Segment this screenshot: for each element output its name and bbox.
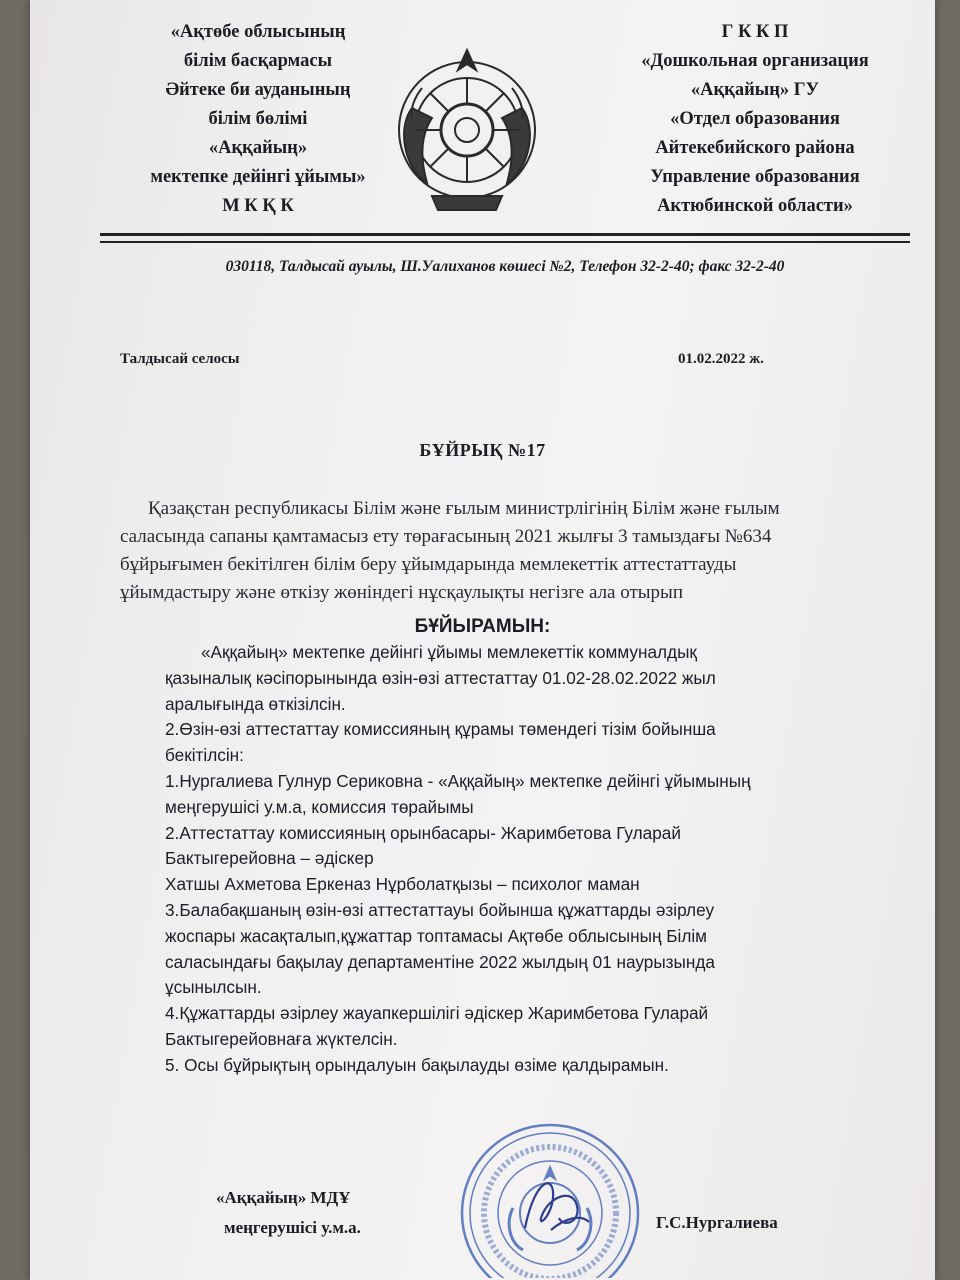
- preamble-line: бұйрығымен бекітілген білім беру ұйымдарында мемлекеттік аттестаттауды: [120, 554, 737, 575]
- document-title: БҰЙРЫҚ №17: [419, 440, 546, 460]
- header-left-line: мектепке дейінгі ұйымы»: [150, 167, 366, 187]
- document-sheet: [30, 0, 935, 1280]
- address-line: 030118, Талдысай ауылы, Ш.Уалиханов көшесі №2, Телефон 32-2-40; факс 32-2-40: [225, 258, 785, 275]
- kazakhstan-emblem-icon: [392, 18, 542, 223]
- header-right-line: «Отдел образования: [670, 109, 840, 129]
- header-kazakh-block: [108, 18, 408, 221]
- body-line: «Аққайың» мектепке дейінгі ұйымы мемлекеттік коммуналдық: [201, 642, 697, 662]
- document-date: 01.02.2022 ж.: [678, 351, 764, 367]
- header-divider-thin: [100, 241, 910, 243]
- body-line: саласындағы бақылау департаментіне 2022 жылдың 01 наурызында: [165, 951, 715, 972]
- signatory-position: [180, 1183, 440, 1243]
- header-left-line: «Ақтөбе облысының: [170, 22, 346, 42]
- header-right-line: Айтекебийского района: [655, 138, 855, 158]
- header-left-line: білім басқармасы: [183, 51, 333, 71]
- body-line: ұсынылсын.: [165, 977, 262, 998]
- body-line: қазыналық кәсіпорынында өзін-өзі аттестаттау 01.02-28.02.2022 жыл: [165, 667, 716, 688]
- body-line: 2.Аттестаттау комиссияның орынбасары- Жаримбетова Гуларай: [165, 822, 681, 843]
- body-line: Бактыгерейовнаға жүктелсін.: [165, 1028, 398, 1049]
- body-line: бекітілсін:: [165, 745, 244, 766]
- signatory-title: меңгерушісі у.м.а.: [224, 1218, 361, 1237]
- body-line: 1.Нургалиева Гулнур Сериковна - «Аққайың» мектепке дейінгі ұйымының: [165, 770, 751, 791]
- signatory-name: Г.С.Нургалиева: [656, 1213, 778, 1232]
- body-line: жоспары жасақталып,құжаттар топтамасы Ақтөбе облысының Білім: [165, 925, 707, 946]
- preamble-line: саласында сапаны қамтамасыз ету төрағасының 2021 жылғы 3 тамыздағы №634: [120, 526, 772, 547]
- place-label: Талдысай селосы: [120, 351, 240, 367]
- header-right-line: «Дошкольная организация: [641, 51, 869, 71]
- header-russian-block: [590, 18, 920, 221]
- header-right-line: Управление образования: [650, 167, 860, 187]
- header-left-line: «Аққайың»: [208, 138, 308, 158]
- body-line: аралығында өткізілсін.: [165, 693, 346, 714]
- header-right-line: Актюбинской области»: [657, 196, 853, 216]
- preamble-line: ұйымдастыру және өткізу жөніндегі нұсқаулықты негізге ала отырып: [120, 582, 683, 603]
- header-left-line: М К Қ К: [222, 196, 294, 216]
- header-right-line: «Аққайың» ГУ: [690, 80, 820, 100]
- header-left-line: білім бөлімі: [208, 109, 308, 129]
- body-line: 3.Балабақшаның өзін-өзі аттестаттауы бойынша құжаттарды әзірлеу: [165, 899, 715, 920]
- signatory-org: «Аққайың» МДҰ: [216, 1188, 351, 1207]
- body-line: Бактыгерейовна – әдіскер: [165, 848, 374, 869]
- order-body: [165, 640, 925, 1079]
- header-divider-thick: [100, 233, 910, 236]
- body-line: 4.Құжаттарды әзірлеу жауапкершілігі әдіскер Жаримбетова Гуларай: [165, 1003, 709, 1024]
- header-left-line: Әйтеке би ауданының: [165, 80, 351, 100]
- header-right-line: Г К К П: [721, 22, 789, 42]
- body-line: меңгерушісі у.м.а, комиссия төрайымы: [165, 796, 474, 817]
- preamble-line: Қазақстан республикасы Білім және ғылым министрлігінің Білім және ғылым: [148, 498, 780, 519]
- preamble-paragraph: [120, 495, 900, 607]
- body-line: Хатшы Ахметова Еркеназ Нұрболатқызы – психолог маман: [165, 874, 640, 895]
- body-line: 2.Өзін-өзі аттестаттау комиссияның құрамы төмендегі тізім бойынша: [165, 719, 716, 740]
- round-seal-icon: [455, 1118, 645, 1278]
- command-heading: БҰЙЫРАМЫН:: [414, 616, 551, 637]
- body-line: 5. Осы бұйрықтың орындалуын бақылауды өзіме қалдырамын.: [165, 1054, 669, 1075]
